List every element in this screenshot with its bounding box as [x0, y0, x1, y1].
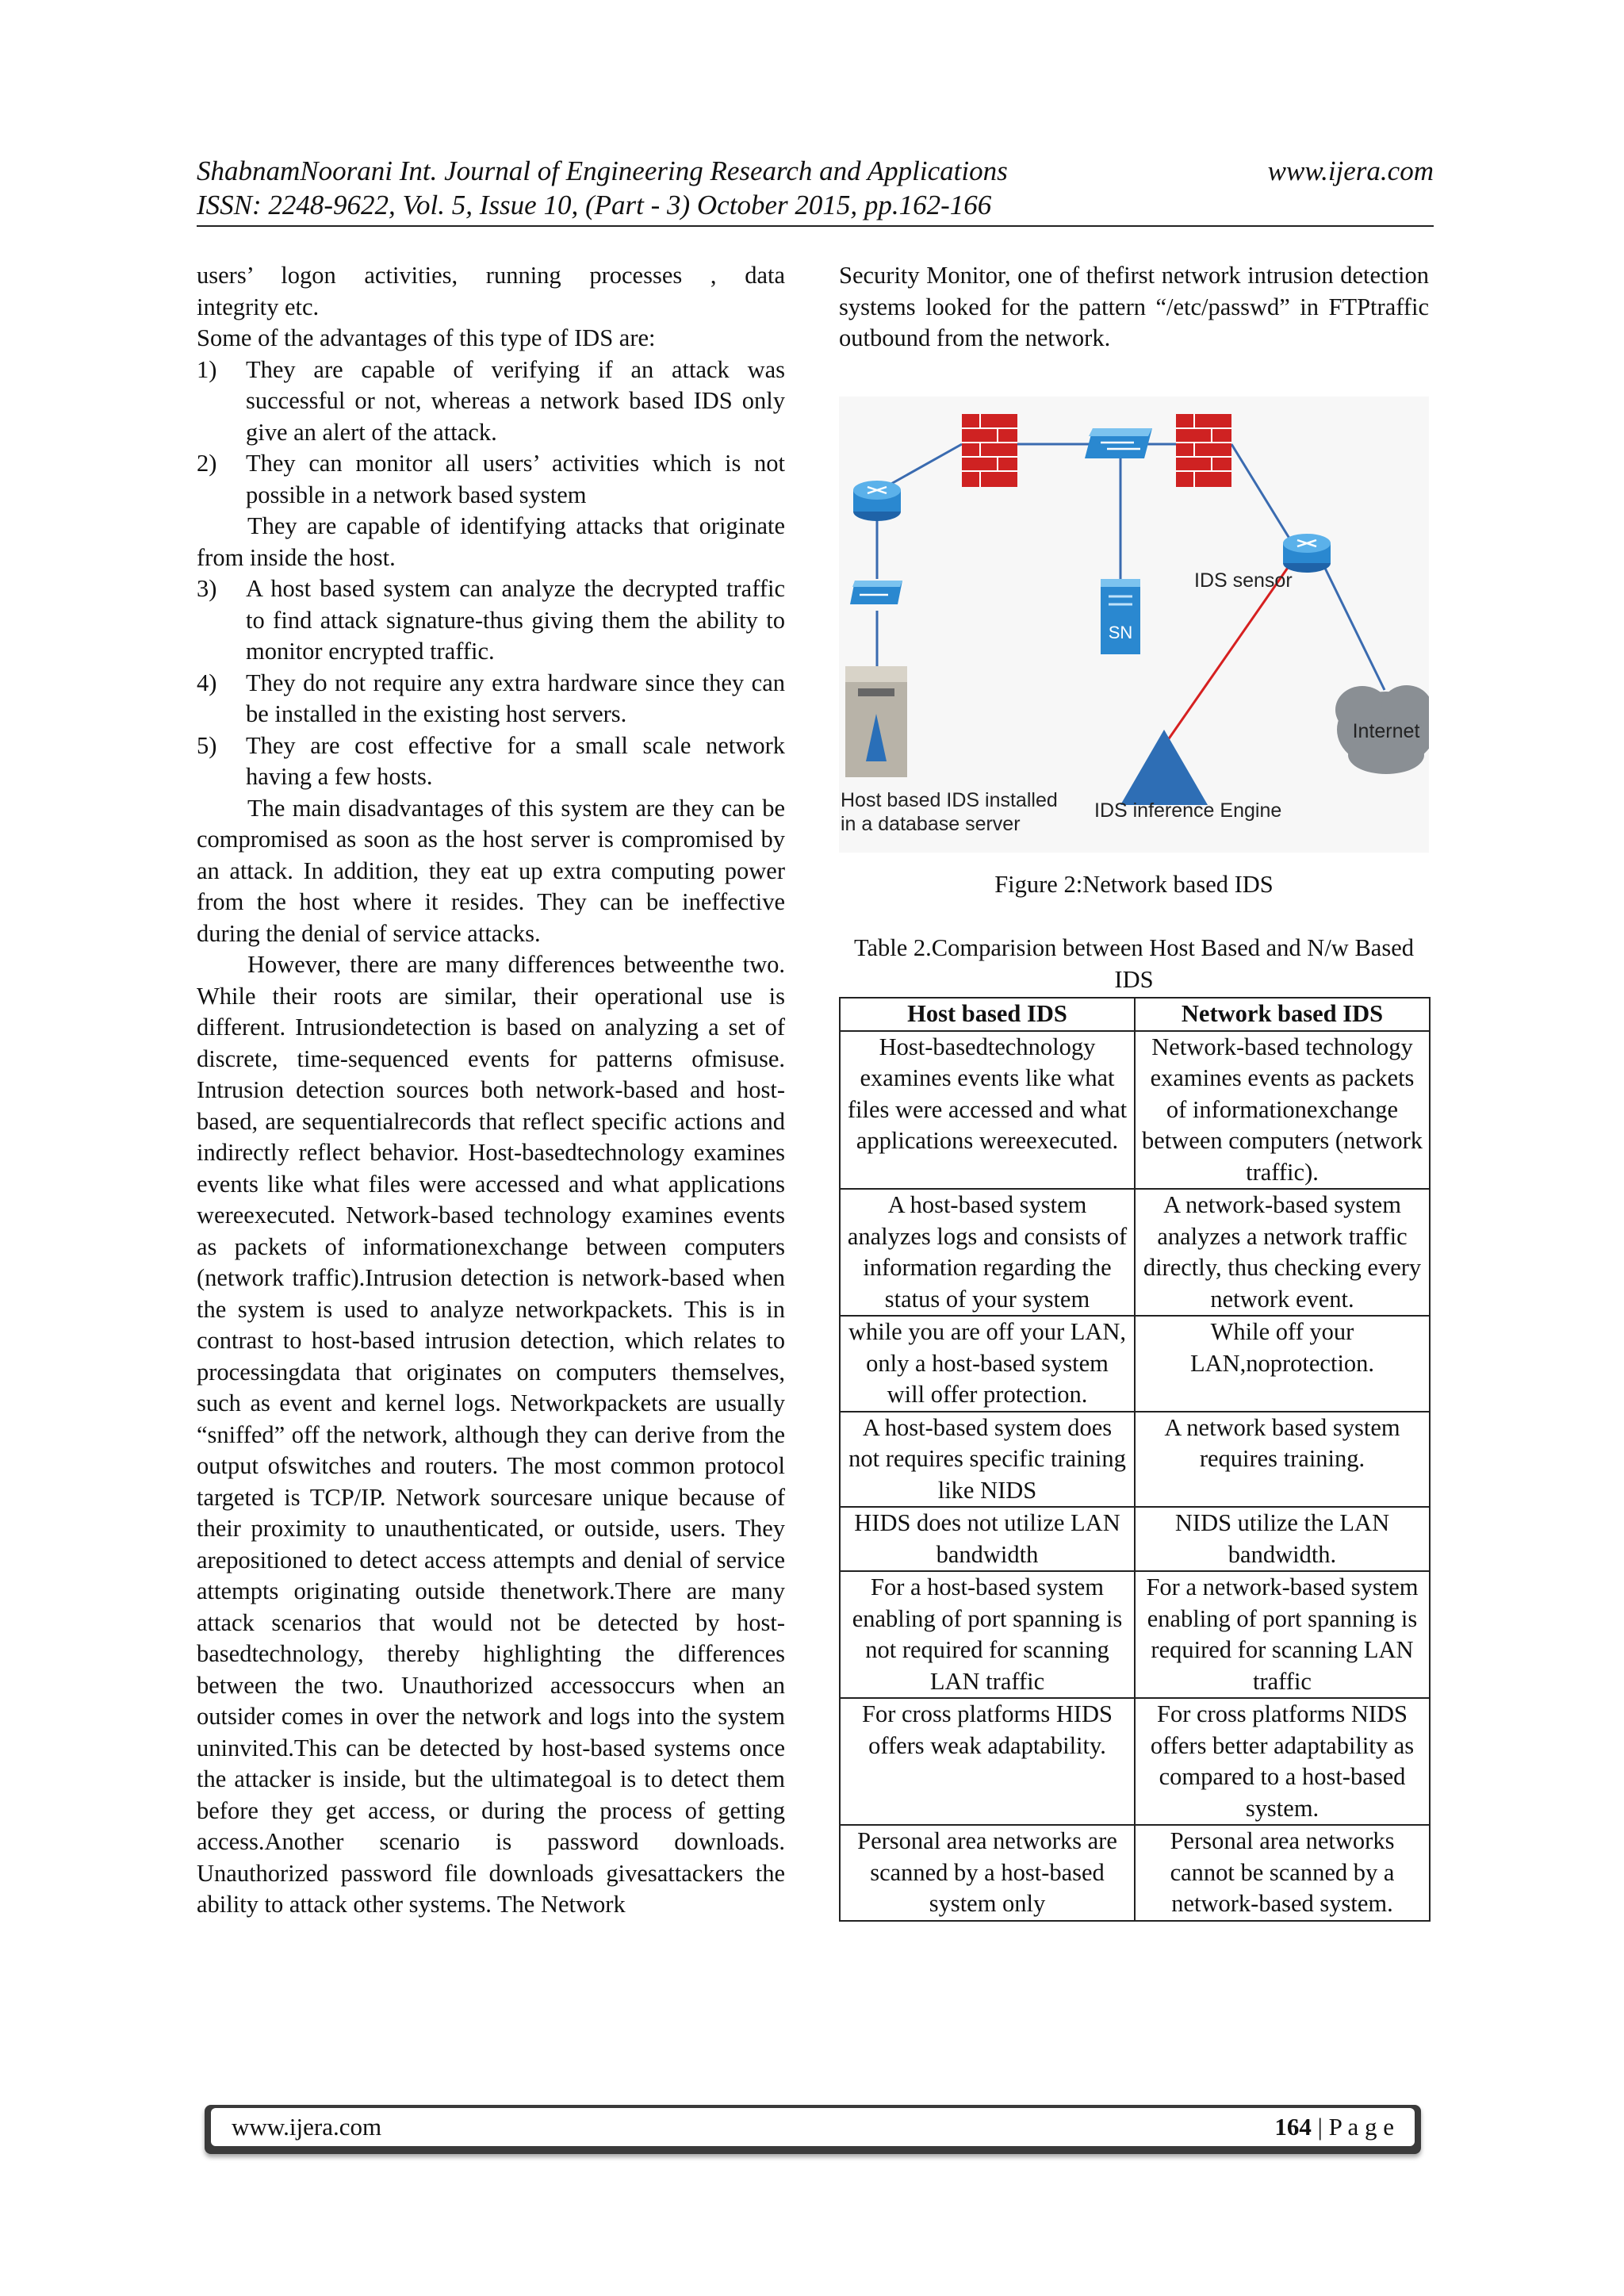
- intro-line-1: users’ logon activities, running processes , data: [197, 262, 785, 289]
- inside-host-paragraph: They are capable of identifying attacks that originate from inside the host.: [197, 512, 785, 571]
- table-cell: For a host-based system enabling of port spanning is not required for scanning LAN traffic: [840, 1571, 1135, 1698]
- page-footer: [205, 2105, 1421, 2154]
- header-network-based: Network based IDS: [1135, 998, 1430, 1031]
- host-ids-label-line-2: in a database server: [841, 813, 1021, 835]
- table-cell: Network-based technology examines events as packets of informationexchange between computers (network traffic).: [1135, 1031, 1430, 1190]
- table-row: [840, 1571, 1430, 1698]
- table-cell: A host-based system does not requires specific training like NIDS: [840, 1412, 1135, 1508]
- sn-label: SN: [1108, 623, 1133, 642]
- switch-icon: [850, 581, 902, 604]
- table-row: [840, 1316, 1430, 1412]
- table-cell: HIDS does not utilize LAN bandwidth: [840, 1507, 1135, 1571]
- ids-sensor-router-icon: [1283, 534, 1331, 573]
- table-row: [840, 1698, 1430, 1825]
- issn-line: ISSN: 2248-9622, Vol. 5, Issue 10, (Part - 3) October 2015, pp.162-166: [197, 190, 992, 220]
- table-cell: While off your LAN,noprotection.: [1135, 1316, 1430, 1412]
- inference-engine-label: IDS inference Engine: [1094, 799, 1282, 822]
- intro-line-2: integrity etc.: [197, 293, 320, 320]
- sn-server-icon: [1101, 579, 1140, 654]
- table-cell: For a network-based system enabling of port spanning is required for scanning LAN traffic: [1135, 1571, 1430, 1698]
- list-item: 2) They can monitor all users’ activities which is not possible in a network based system: [197, 450, 785, 508]
- internet-label: Internet: [1352, 720, 1420, 742]
- database-server-icon: [845, 666, 907, 777]
- differences-paragraph: However, there are many differences betweenthe two. While their roots are similar, their operational use is different. Intrusiondetection is based on analyzing a set of discrete, time-sequenced events for patterns ofmisuse. Intrusion detection sources both network-based and host-based, are sequentialrecords that reflect specific actions and indirectly reflect behavior. Host-basedtechnology examines events like what files were accessed and what applications wereexecuted. Network-based technology examines events as packets of informationexchange between computers (network traffic).Intrusion detection is network-based when the system is used to analyze networkpackets. This is in contrast to host-based intrusion detection, which relates to processingdata that originates on computers themselves, such as event and kernel logs. Networkpackets are usually “sniffed” off the network, although they can derive from the output ofswitches and routers. The most common protocol targeted is TCP/IP. Network sourcesare unique because of their proximity to unauthenticated, or outside, users. They arepositioned to detect access attempts and denial of service attempts originating outside thenetwork.There are many attack scenarios that would not be detected by host-basedtechnology, thereby highlighting the differences between the two. Unauthorized accessoccurs when an outsider comes in over the network and logs into the system uninvited.This can be detected by host-based systems once the attacker is inside, but the ultimategoal is to detect them before they get access, or during the process of getting access.Another scenario is password downloads. Unauthorized password file downloads givesattackers the ability to attack other systems. The Network: [197, 951, 785, 1918]
- running-header: [197, 154, 1434, 222]
- advantages-lead: Some of the advantages of this type of IDS are:: [197, 324, 656, 351]
- disadvantages-paragraph: The main disadvantages of this system are they can be compromised as soon as the host server is compromised by an attack. In addition, they eat up extra computing power from the host where it resides. They can be ineffective during the denial of service attacks.: [197, 794, 785, 947]
- switch-icon: [1085, 428, 1152, 458]
- table-cell: while you are off your LAN, only a host-based system will offer protection.: [840, 1316, 1135, 1412]
- figure-caption: Figure 2:Network based IDS: [994, 871, 1274, 898]
- network-diagram: [839, 397, 1429, 853]
- right-column-text: [839, 260, 1429, 355]
- comparison-table: [839, 997, 1431, 1922]
- journal-website[interactable]: www.ijera.com: [1267, 155, 1434, 186]
- table-cell: A network based system requires training.: [1135, 1412, 1430, 1508]
- journal-title: ShabnamNoorani Int. Journal of Engineering Research and Applications: [197, 155, 1008, 186]
- table-caption: Table 2.Comparision between Host Based and N/w Based IDS: [854, 934, 1414, 993]
- router-icon: [853, 481, 901, 521]
- table-cell: Host-basedtechnology examines events like what files were accessed and what applications wereexecuted.: [840, 1031, 1135, 1190]
- table-cell: A host-based system analyzes logs and consists of information regarding the status of your system: [840, 1189, 1135, 1316]
- table-header-row: [840, 998, 1430, 1031]
- header-rule: [197, 225, 1434, 227]
- list-item: 3) A host based system can analyze the decrypted traffic to find attack signature-thus giving them the ability to monitor encrypted traffic.: [197, 575, 785, 665]
- table-cell: Personal area networks cannot be scanned by a network-based system.: [1135, 1825, 1430, 1921]
- list-item: 5) They are cost effective for a small scale network having a few hosts.: [197, 731, 785, 790]
- network-ids-figure: [839, 397, 1429, 853]
- table-row: [840, 1031, 1430, 1190]
- list-item: 1) They are capable of verifying if an attack was successful or not, whereas a network based IDS only give an alert of the attack.: [197, 355, 785, 446]
- left-column: [197, 260, 785, 1921]
- table-row: [840, 1412, 1430, 1508]
- host-ids-label-line-1: Host based IDS installed: [841, 789, 1058, 811]
- header-host-based: Host based IDS: [840, 998, 1135, 1031]
- table-row: [840, 1189, 1430, 1316]
- table-cell: Personal area networks are scanned by a host-based system only: [840, 1825, 1135, 1921]
- firewall-icon: [1176, 414, 1231, 487]
- table-row: [840, 1825, 1430, 1921]
- firewall-icon: [962, 414, 1017, 487]
- table-cell: For cross platforms NIDS offers better adaptability as compared to a host-based system.: [1135, 1698, 1430, 1825]
- ids-sensor-label: IDS sensor: [1194, 569, 1293, 592]
- page-number: 164 | P a g e: [1274, 2113, 1394, 2141]
- table-cell: NIDS utilize the LAN bandwidth.: [1135, 1507, 1430, 1571]
- continuation-paragraph: Security Monitor, one of thefirst network intrusion detection systems looked for the pattern “/etc/passwd” in FTPtraffic outbound from the network.: [839, 262, 1429, 351]
- table-row: [840, 1507, 1430, 1571]
- footer-website[interactable]: www.ijera.com: [232, 2113, 382, 2141]
- advantages-list-a: [197, 355, 785, 512]
- list-item: 4) They do not require any extra hardware since they can be installed in the existing host servers.: [197, 669, 785, 727]
- table-cell: For cross platforms HIDS offers weak adaptability.: [840, 1698, 1135, 1825]
- table-cell: A network-based system analyzes a network traffic directly, thus checking every network event.: [1135, 1189, 1430, 1316]
- advantages-list-b: [197, 573, 785, 793]
